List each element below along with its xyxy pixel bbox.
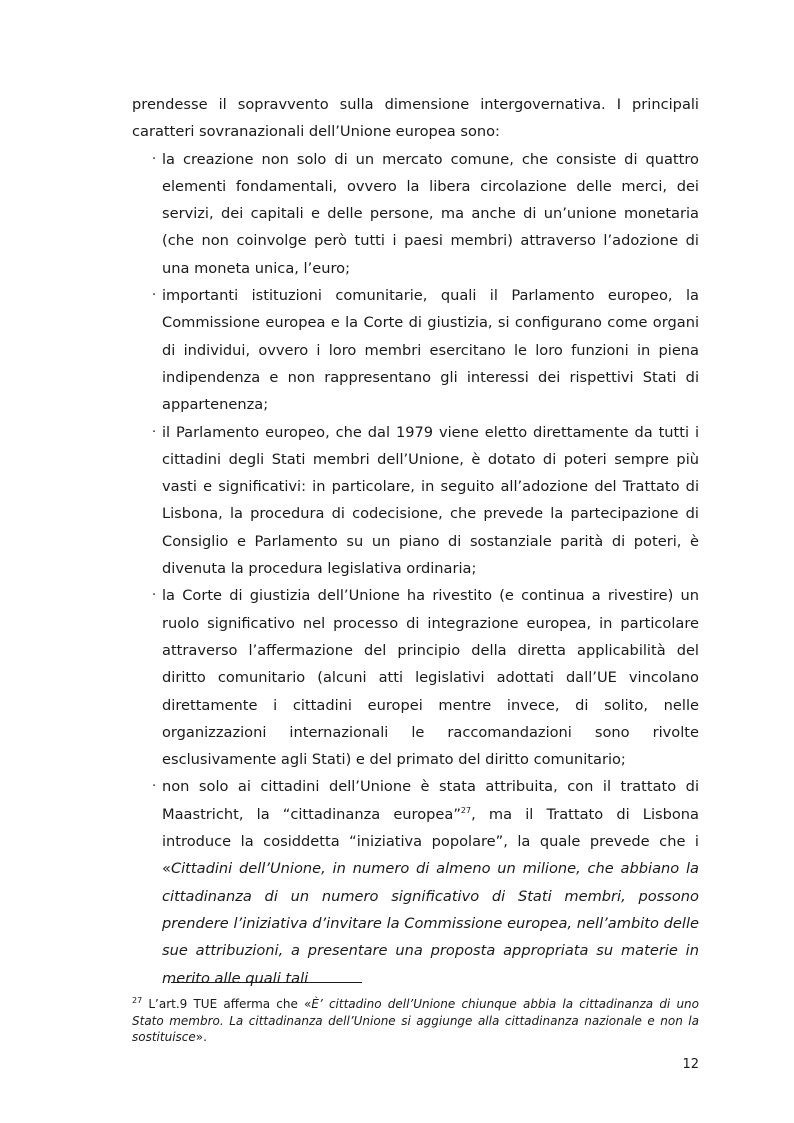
footnote-quote: È’ cittadino dell’Unione chiunque abbia la cittadinanza di uno Stato membro. La cittadinanza dell’Unione si aggiunge alla cittadinanza nazionale e non la sostituisce [132, 997, 699, 1044]
bullet-list [132, 146, 699, 992]
page-number: 12 [682, 1057, 699, 1072]
footnote-divider [171, 982, 362, 983]
list-item [132, 773, 699, 991]
footnote-lead: L’art.9 TUE afferma che « [142, 997, 312, 1011]
quoted-citation: Cittadini dell’Unione, in numero di almeno un milione, che abbiano la cittadinanza di un numero significativo di Stati membri, possono prendere l’iniziativa d’invitare la Commissione europea, nell’ambito delle sue attribuzioni, a presentare una proposta appropriata su materie in merito alle quali tali [162, 860, 699, 987]
list-item [132, 146, 699, 282]
bullet-icon: · [152, 588, 157, 604]
footnote-number: 27 [132, 996, 143, 1005]
list-item-text-middle: , ma il Trattato di Lisbona introduce la cosiddetta “iniziativa popolare”, la quale prevede che i « [162, 805, 699, 878]
list-item-text: la Corte di giustizia dell’Unione ha rivestito (e continua a rivestire) un ruolo significativo nel processo di integrazione europea, in particolare attraverso l’affermazione del principio della diretta applicabilità del diritto comunitario (alcuni atti legislativi adottati dall’UE vincolano direttamente i cittadini europei mentre invece, di solito, nelle organizzazioni internazionali le raccomandazioni sono rivolte esclusivamente agli Stati) e del primato del diritto comunitario; [162, 587, 699, 769]
list-item [132, 582, 699, 773]
bullet-icon: · [152, 424, 157, 440]
list-item-text [162, 778, 699, 986]
bullet-icon: · [152, 288, 157, 304]
footnote-reference[interactable]: 27 [460, 805, 472, 815]
footnote [132, 996, 699, 1046]
intro-paragraph: prendesse il sopravvento sulla dimensione intergovernativa. I principali caratteri sovranazionali dell’Unione europea sono: [132, 96, 699, 141]
list-item-text-start: non solo ai cittadini dell’Unione è stata attribuita, con il trattato di Maastricht, la “cittadinanza europea” [162, 778, 699, 823]
list-item [132, 419, 699, 583]
list-item-text: la creazione non solo di un mercato comune, che consiste di quattro elementi fondamentali, ovvero la libera circolazione delle merci, dei servizi, dei capitali e delle persone, ma anche di un’unione monetaria (che non coinvolge però tutti i paesi membri) attraverso l’adozione di una moneta unica, l’euro; [162, 150, 699, 277]
footnote-tail: ». [195, 1030, 207, 1044]
bullet-icon: · [152, 151, 157, 167]
list-item-text: il Parlamento europeo, che dal 1979 viene eletto direttamente da tutti i cittadini degli Stati membri dell’Unione, è dotato di poteri sempre più vasti e significativi: in particolare, in seguito all’adozione del Trattato di Lisbona, la procedura di codecisione, che prevede la partecipazione di Consiglio e Parlamento su un piano di sostanziale parità di poteri, è divenuta la procedura legislativa ordinaria; [162, 423, 699, 578]
body-text [132, 91, 699, 992]
list-item [132, 282, 699, 418]
list-item-text: importanti istituzioni comunitarie, quali il Parlamento europeo, la Commissione europea e la Corte di giustizia, si configurano come organi di individui, ovvero i loro membri esercitano le loro funzioni in piena indipendenza e non rappresentano gli interessi dei rispettivi Stati di appartenenza; [162, 287, 699, 414]
bullet-icon: · [152, 779, 157, 795]
